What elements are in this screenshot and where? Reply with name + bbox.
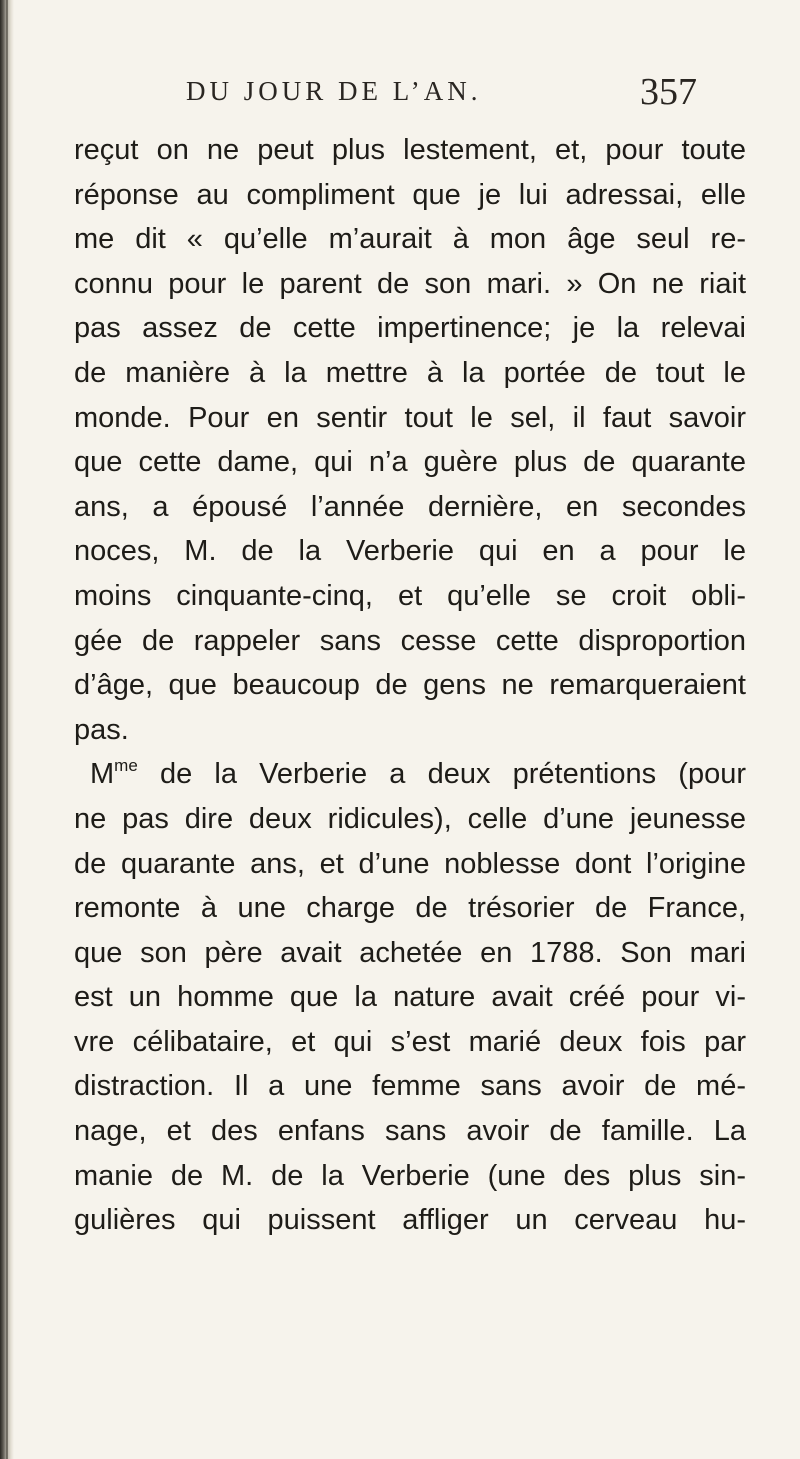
text-line: de manière à la mettre à la portée de tout le xyxy=(74,356,746,389)
text-line-last: pas. xyxy=(74,713,129,746)
text-line: de quarante ans, et d’une noblesse dont l’origine xyxy=(74,847,746,880)
title-abbrev: M xyxy=(90,758,115,791)
paragraph-2 xyxy=(74,752,746,1243)
paragraph-1 xyxy=(74,128,746,752)
running-title: DU JOUR DE L’AN. xyxy=(186,76,482,106)
page-binding-shadow xyxy=(6,0,8,1459)
text-line: reçut on ne peut plus lestement, et, pour toute xyxy=(74,134,746,166)
text-line: manie de M. de la Verberie (une des plus sin- xyxy=(74,1159,746,1192)
text-line: ans, a épousé l’année dernière, en secondes xyxy=(74,490,746,523)
title-abbrev-superscript: me xyxy=(114,756,138,776)
text-line-first xyxy=(74,752,746,797)
text-line: me dit « qu’elle m’aurait à mon âge seul re- xyxy=(74,223,746,256)
text-line: connu pour le parent de son mari. » On ne riait xyxy=(74,267,746,300)
text-line: vre célibataire, et qui s’est marié deux fois par xyxy=(74,1025,746,1058)
text-line: gée de rappeler sans cesse cette disproportion xyxy=(74,624,746,657)
text-line: remonte à une charge de trésorier de France, xyxy=(74,892,746,925)
text-line: est un homme que la nature avait créé pour vi- xyxy=(74,981,746,1014)
text-line: monde. Pour en sentir tout le sel, il faut savoir xyxy=(74,401,746,434)
text-line: nage, et des enfans sans avoir de famille. La xyxy=(74,1115,746,1148)
text-line: que son père avait achetée en 1788. Son mari xyxy=(74,936,746,969)
text-line: noces, M. de la Verberie qui en a pour le xyxy=(74,535,746,568)
text-line: gulières qui puissent affliger un cerveau hu- xyxy=(74,1204,746,1237)
text-line: que cette dame, qui n’a guère plus de quarante xyxy=(74,446,746,479)
text-line: ne pas dire deux ridicules), celle d’une jeunesse xyxy=(74,802,746,835)
text-line: d’âge, que beaucoup de gens ne remarqueraient xyxy=(74,669,746,702)
first-line-rest: de la Verberie a deux prétentions (pour xyxy=(137,758,746,791)
running-head xyxy=(0,70,800,120)
text-line: moins cinquante-cinq, et qu’elle se croit obli- xyxy=(74,579,746,612)
text-line: distraction. Il a une femme sans avoir de mé- xyxy=(74,1070,746,1103)
page-number: 357 xyxy=(640,71,697,113)
text-line: réponse au compliment que je lui adressai, elle xyxy=(74,178,746,211)
text-line: pas assez de cette impertinence; je la relevai xyxy=(74,312,746,345)
body-text xyxy=(74,128,746,1243)
